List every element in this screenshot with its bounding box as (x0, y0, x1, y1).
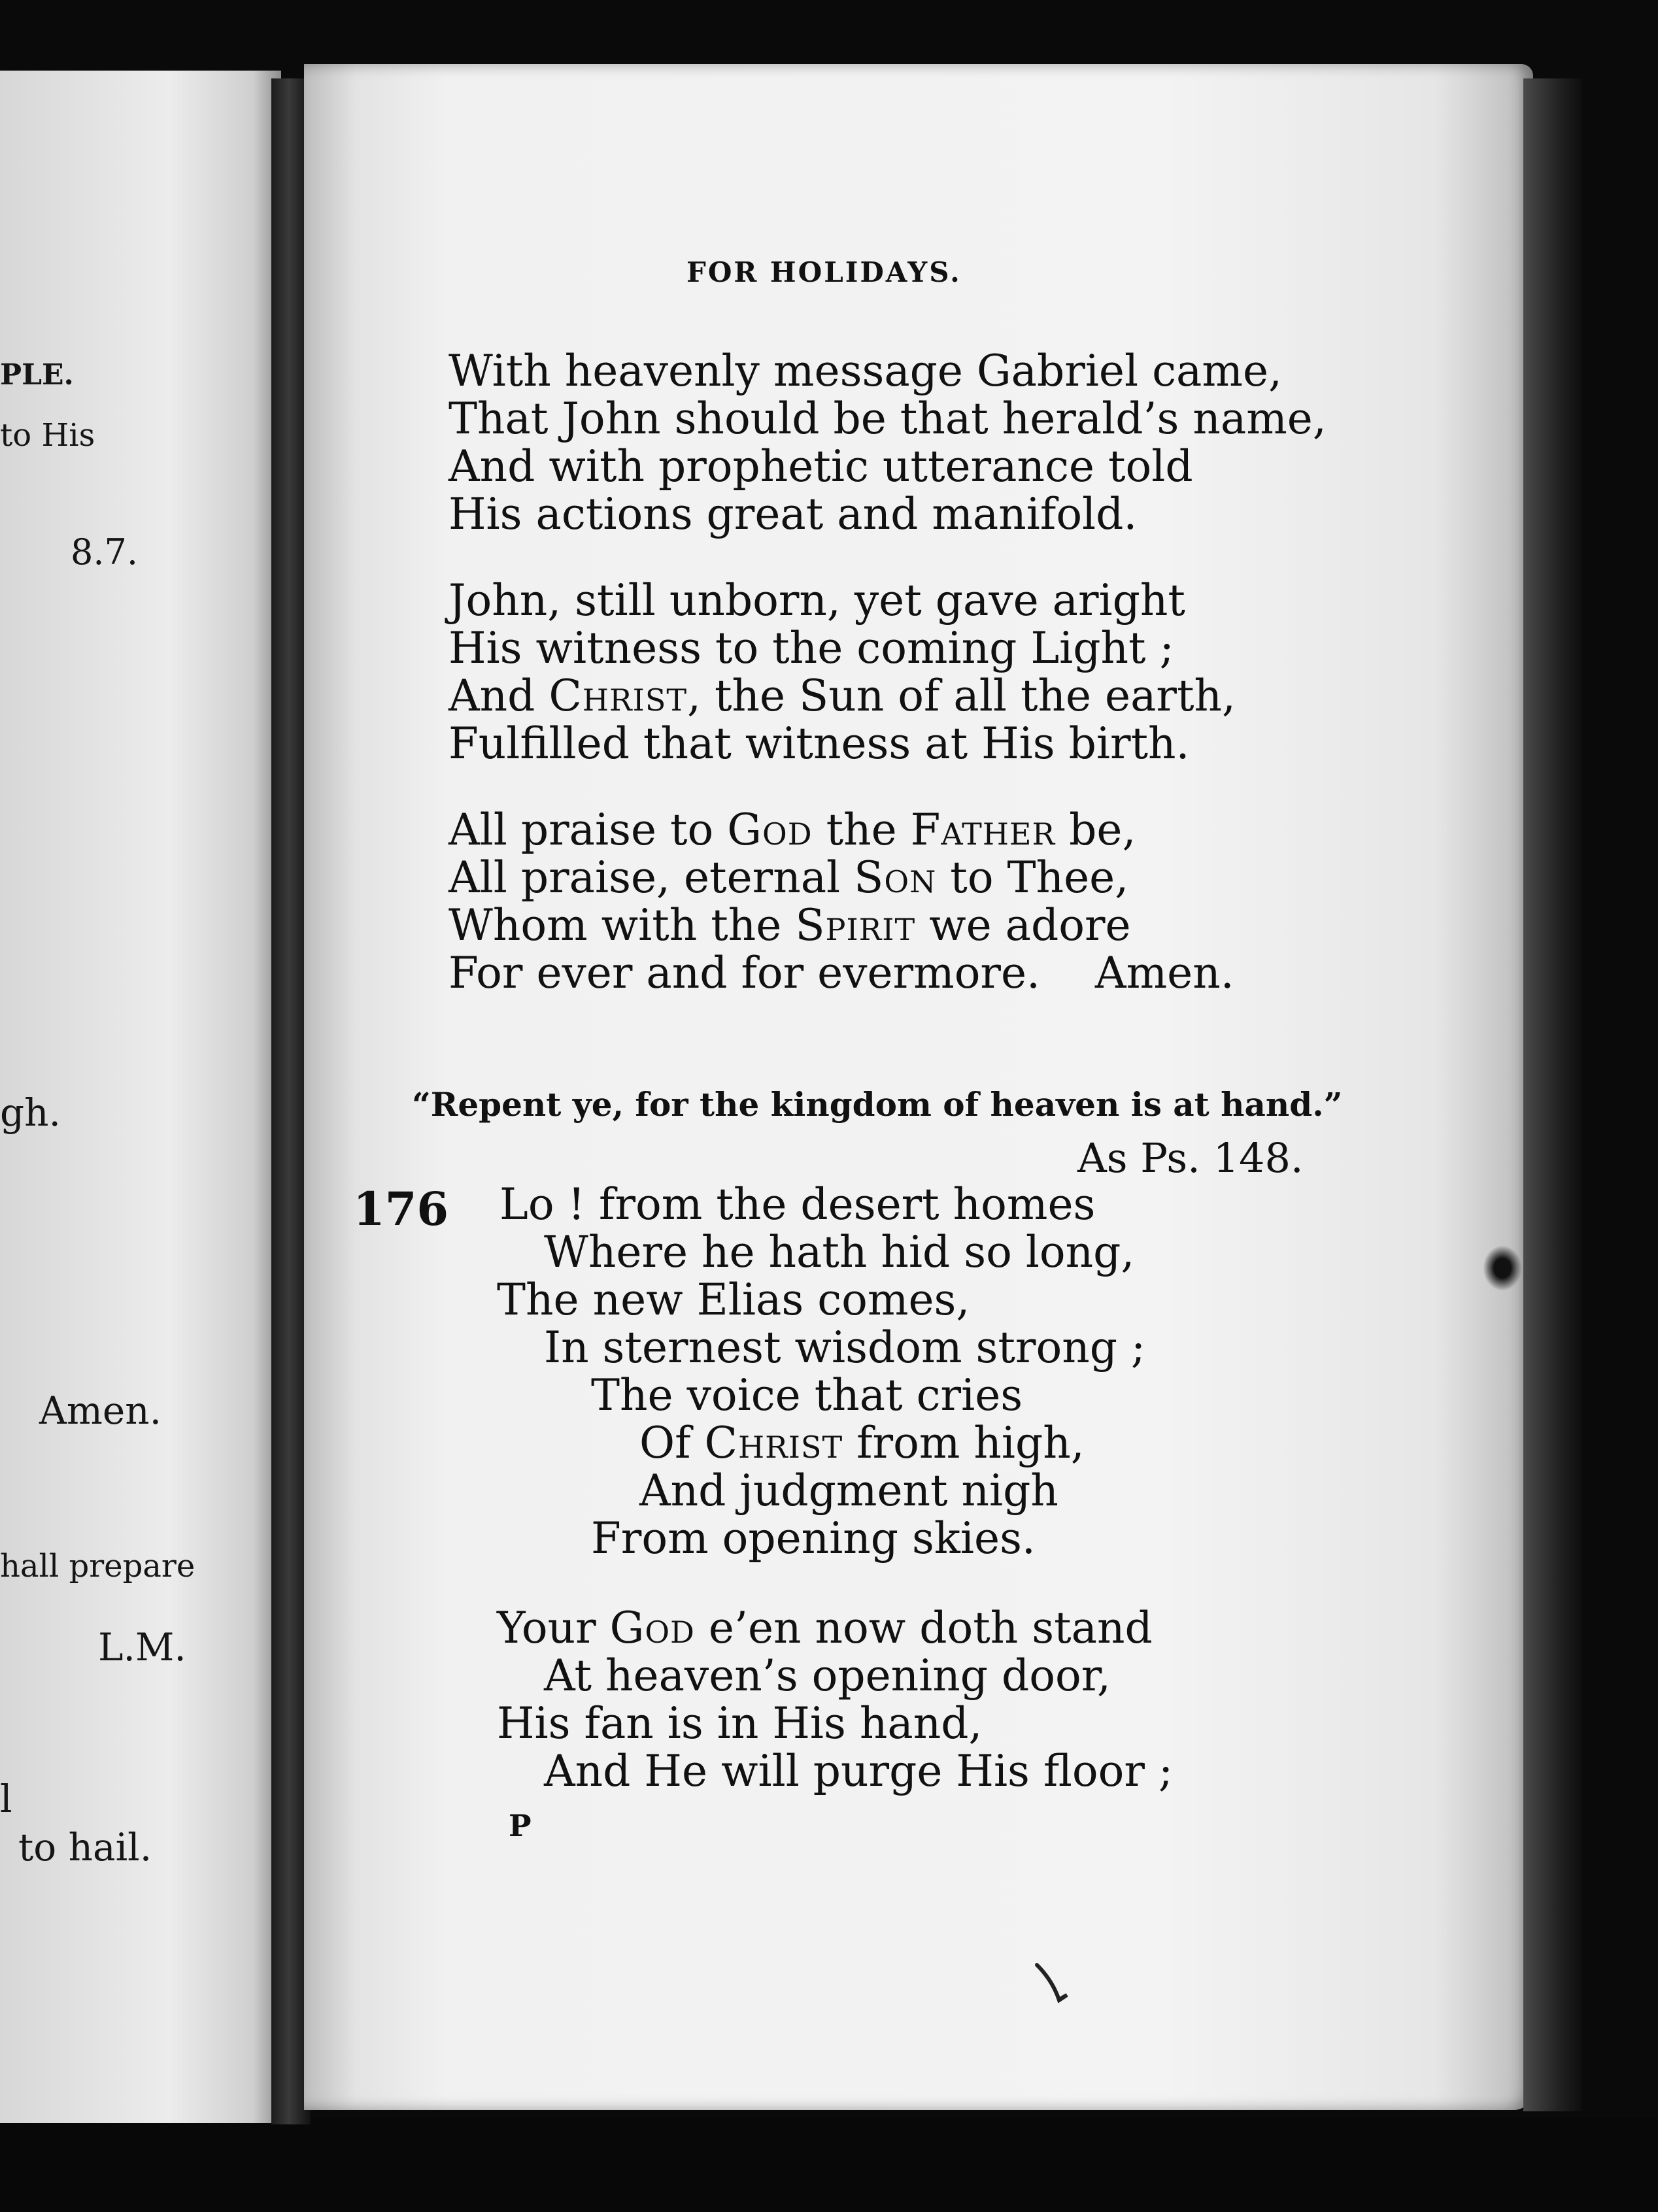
hymn-stanza1-line6-christ: Christ (704, 1418, 843, 1468)
hymn-stanza1-line8: From opening skies. (591, 1513, 1036, 1564)
stanza1-line4: His actions great and manifold. (448, 489, 1138, 539)
left-fragment-1: PLE. (0, 358, 74, 392)
stanza3-line4: For ever and for evermore. Amen. (448, 948, 1234, 998)
stanza3-line1-a: All praise to (448, 805, 728, 855)
left-fragment-9: to hail. (18, 1825, 152, 1869)
stanza1-line2: That John should be that herald’s name, (448, 394, 1327, 444)
left-fragment-7: L.M. (98, 1625, 186, 1669)
stanza3-line1-b: the (812, 805, 911, 855)
hymn-stanza1-line4: In sternest wisdom strong ; (544, 1322, 1146, 1373)
stanza2-line4: Fulfilled that witness at His birth. (448, 718, 1190, 769)
stanza3-line3-a: Whom with the (448, 900, 796, 950)
hymn-stanza1-line6-b: from high, (843, 1418, 1085, 1468)
hymn-number: 176 (353, 1182, 449, 1236)
left-fragment-2: to His (0, 417, 95, 454)
stanza3-line1-father: Father (910, 805, 1056, 855)
stanza3-line1 (448, 805, 1136, 855)
stanza2-line3 (448, 671, 1236, 721)
hymn-stanza1-line2: Where he hath hid so long, (544, 1227, 1135, 1277)
hymn-stanza1-line7: And judgment nigh (639, 1466, 1058, 1516)
stanza1-line1: With heavenly message Gabriel came, (448, 346, 1283, 396)
hymn-stanza2-line1-a: Your (497, 1603, 610, 1653)
stanza2-line3-a: And (448, 671, 549, 721)
hymn-stanza1-line6-a: Of (639, 1418, 705, 1468)
stanza2-line1: John, still unborn, yet gave aright (448, 575, 1185, 626)
stanza2-line2: His witness to the coming Light ; (448, 623, 1174, 673)
stanza3-line2 (448, 852, 1129, 903)
stanza3-line3-spirit: Spirit (795, 900, 916, 950)
page-edge-shadow (1523, 78, 1582, 2111)
stanza2-line3-christ: Christ (549, 671, 688, 721)
left-fragment-6: hall prepare (0, 1548, 195, 1584)
stanza1-line3: And with prophetic utterance told (448, 441, 1193, 492)
hymn-stanza1-line3: The new Elias comes, (497, 1275, 970, 1325)
hymn-stanza1-line1: Lo ! from the desert homes (499, 1179, 1096, 1230)
tune-reference: As Ps. 148. (1077, 1134, 1304, 1182)
hymn-stanza1-line6 (639, 1418, 1085, 1468)
left-fragment-8: l (0, 1777, 12, 1821)
hymn-stanza2-line1-god: God (609, 1603, 695, 1653)
hymn-stanza1-line5: The voice that cries (591, 1370, 1023, 1420)
hymn-stanza2-line4: And He will purge His floor ; (544, 1746, 1174, 1796)
stanza2-line3-b: , the Sun of all the earth, (687, 671, 1236, 721)
dark-backdrop (0, 2118, 1658, 2212)
hymn-stanza2-line1-b: e’en now doth stand (694, 1603, 1153, 1653)
left-facing-page (0, 71, 281, 2123)
left-fragment-3: 8.7. (71, 531, 139, 573)
hymn-stanza2-line2: At heaven’s opening door, (544, 1651, 1111, 1701)
pencil-mark-icon (1033, 1961, 1079, 2007)
stanza3-line3 (448, 900, 1131, 950)
stanza3-line1-god: God (727, 805, 813, 855)
stanza3-line3-b: we adore (915, 900, 1131, 950)
signature-mark: P (509, 1808, 532, 1843)
hymn-stanza2-line3: His fan is in His hand, (497, 1698, 983, 1749)
stanza3-line2-a: All praise, eternal (448, 852, 854, 903)
stanza3-line2-b: to Thee, (936, 852, 1129, 903)
left-fragment-5: Amen. (39, 1388, 161, 1433)
hymn-stanza2-line1 (497, 1603, 1153, 1653)
stanza3-line2-son: Son (854, 852, 937, 903)
stanza3-line1-c: be, (1055, 805, 1136, 855)
left-fragment-4: gh. (0, 1090, 61, 1135)
ink-smudge (1483, 1245, 1522, 1291)
running-header: FOR HOLIDAYS. (686, 256, 962, 288)
scripture-quote: “Repent ye, for the kingdom of heaven is at hand.” (412, 1085, 1343, 1124)
